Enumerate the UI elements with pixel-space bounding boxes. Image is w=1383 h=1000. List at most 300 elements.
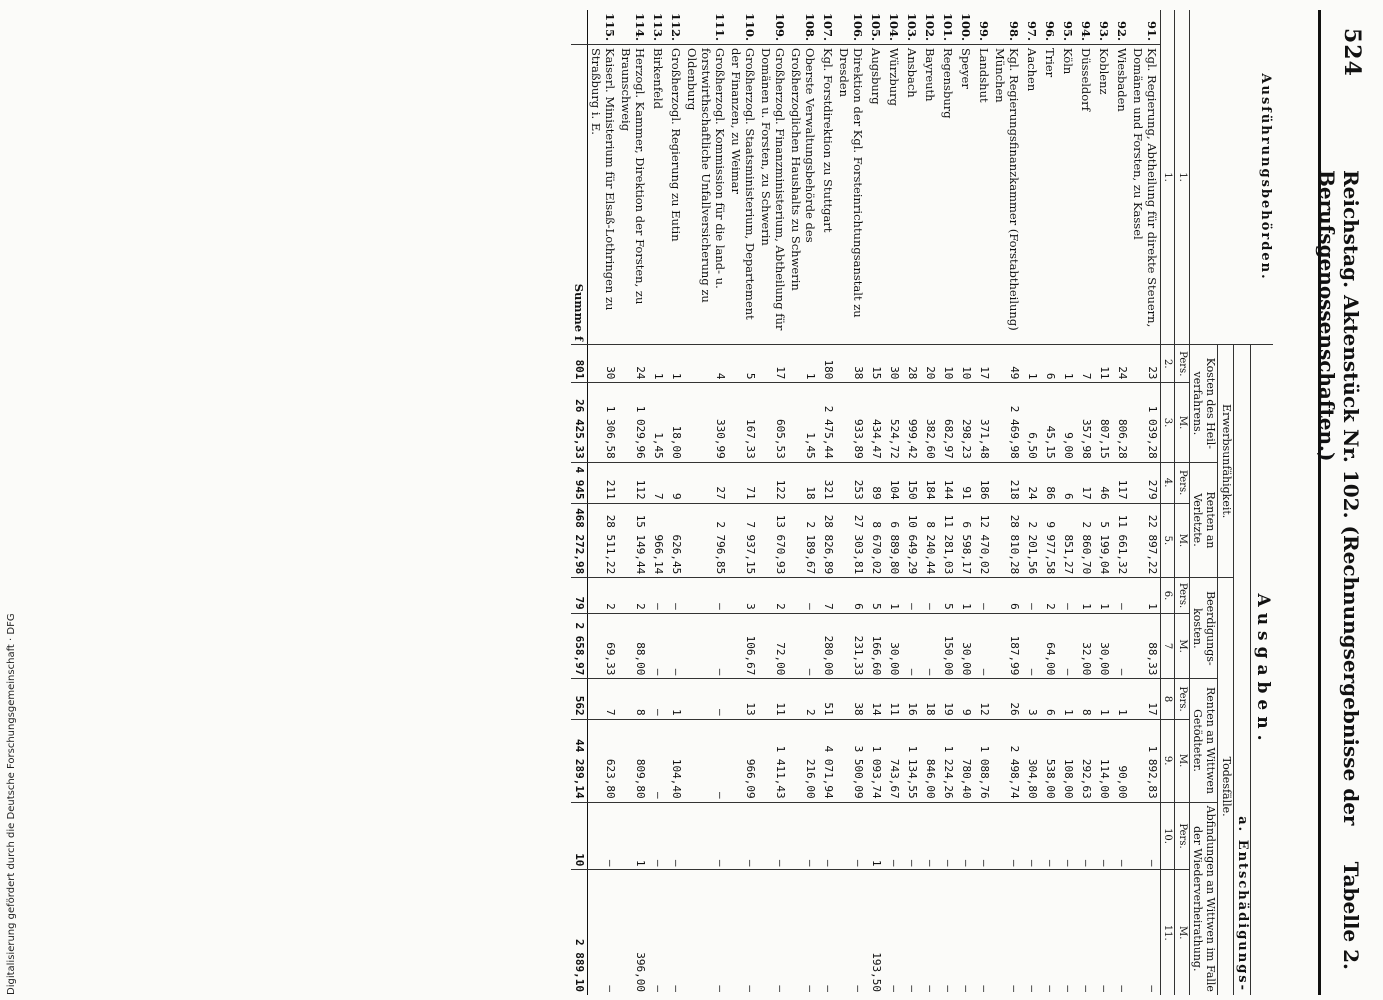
table-row: [618, 10, 648, 995]
table-cell: —: [887, 985, 901, 992]
col-num: 9.: [1160, 719, 1175, 802]
table-cell: 2 189,67: [788, 503, 818, 578]
authority-name: Bayreuth: [920, 45, 938, 345]
row-number: 102.: [920, 10, 938, 45]
table-cell: 846,00: [920, 719, 938, 802]
table-cell: 17: [974, 345, 992, 383]
table-cell: 1,45: [648, 383, 666, 462]
table-cell: 2: [1040, 578, 1058, 613]
table-cell: 6: [836, 578, 866, 613]
col-num: 2.: [1160, 345, 1175, 383]
table-cell: 7: [1076, 345, 1094, 383]
table-cell: 7: [587, 679, 618, 719]
table-cell: 15 149,44: [618, 503, 648, 578]
authority-name: Düsseldorf: [1076, 45, 1094, 345]
table-cell: 27: [684, 462, 728, 503]
table-cell: 1: [1094, 679, 1112, 719]
unit-pers: Pers.: [1175, 578, 1190, 613]
table-cell: —: [821, 985, 835, 992]
sum-cell: 44 289,14: [571, 719, 588, 802]
table-cell: —: [1058, 613, 1076, 679]
table-cell: 17: [1130, 679, 1161, 719]
row-number: 108.: [788, 10, 818, 45]
table-cell: 1: [618, 802, 648, 870]
table-cell: 1: [1058, 345, 1076, 383]
table-row: [956, 10, 974, 995]
table-cell: —: [1007, 985, 1021, 992]
authority-name: Augsburg: [866, 45, 884, 345]
sum-cell: 2 889,10: [571, 870, 588, 995]
table-cell: 9,00: [1058, 383, 1076, 462]
table-cell: 9: [956, 679, 974, 719]
table-cell: 28 826,89: [818, 503, 836, 578]
unit-mark: M.: [1175, 383, 1190, 462]
table-cell: —: [1040, 802, 1058, 870]
table-cell: —: [1112, 578, 1130, 613]
authority-name: Herzogl. Kammer, Direktion der Forsten, zu Braunschweig: [618, 45, 648, 345]
table-row: [818, 10, 836, 995]
unit-pers: Pers.: [1175, 345, 1190, 383]
table-row: [836, 10, 866, 995]
table-cell: 1 088,76: [974, 719, 992, 802]
table-cell: 1 093,74: [866, 719, 884, 802]
col-num: 7: [1160, 613, 1175, 679]
authority-name: Kgl. Regierungsfinanzkammer (Forstabtheilung) München: [992, 45, 1022, 345]
table-cell: —: [920, 613, 938, 679]
authority-name: Kgl. Forstdirektion zu Stuttgart: [818, 45, 836, 345]
table-cell: —: [651, 985, 665, 992]
table-cell: 18,00: [666, 383, 684, 462]
table-cell: 1 134,55: [902, 719, 920, 802]
table-cell: 1: [956, 578, 974, 613]
authority-name: Köln: [1058, 45, 1076, 345]
table-cell: 180: [818, 345, 836, 383]
authority-name: Großherzogl. Staatsministerium, Departement der Finanzen, zu Weimar: [728, 45, 758, 345]
table-cell: —: [1058, 578, 1076, 613]
section-subtitle: a. Entschädigungs-: [1233, 345, 1251, 995]
col-renten-verletzte: Renten an Verletzte.: [1189, 462, 1217, 578]
table-cell: 24: [1112, 345, 1130, 383]
table-cell: 3: [1022, 679, 1040, 719]
sum-cell: 2 658,97: [571, 613, 588, 679]
table-cell: —: [920, 578, 938, 613]
table-cell: 2 860,70: [1076, 503, 1094, 578]
table-cell: —: [788, 802, 818, 870]
unit-row: [1175, 10, 1190, 995]
table-cell: 371,48: [974, 383, 992, 462]
table-cell: —: [1061, 985, 1075, 992]
table-cell: 807,15: [1094, 383, 1112, 462]
row-number: 96.: [1040, 10, 1058, 45]
table-cell: 999,42: [902, 383, 920, 462]
table-cell: 216,00: [788, 719, 818, 802]
table-cell: 12 470,02: [974, 503, 992, 578]
table-cell: —: [920, 802, 938, 870]
table-cell: 2 201,56: [1022, 503, 1040, 578]
table-cell: 1: [1094, 578, 1112, 613]
row-number: 99.: [974, 10, 992, 45]
table-row: [758, 10, 788, 995]
table-cell: 38: [836, 345, 866, 383]
table-cell: 51: [818, 679, 836, 719]
table-cell: 8 670,02: [866, 503, 884, 578]
sum-cell: 10: [571, 802, 588, 870]
table-row: [866, 10, 884, 995]
row-number: 104.: [884, 10, 902, 45]
table-row: [1076, 10, 1094, 995]
sum-label: Summe f: [571, 45, 588, 345]
authority-name: Großherzogl. Kommission für die land- u. forstwirthschaftliche Unfallversicherung zu Oldenburg: [684, 45, 728, 345]
table-cell: —: [1022, 802, 1040, 870]
table-cell: 966,14: [648, 503, 666, 578]
row-number: 110.: [728, 10, 758, 45]
table-cell: 1 411,43: [758, 719, 788, 802]
table-cell: —: [1094, 802, 1112, 870]
table-cell: 6,50: [1022, 383, 1040, 462]
table-cell: 2: [618, 578, 648, 613]
table-cell: 2 796,85: [684, 503, 728, 578]
table-cell: 743,67: [884, 719, 902, 802]
table-cell: 6: [1040, 345, 1058, 383]
row-number: 91.: [1130, 10, 1161, 45]
authority-name: Trier: [1040, 45, 1058, 345]
authority-name: Großherzogl. Regierung zu Eutin: [666, 45, 684, 345]
table-cell: 184: [920, 462, 938, 503]
table-cell: —: [977, 985, 991, 992]
table-cell: 2: [758, 578, 788, 613]
digitization-note: Digitalisierung gefördert durch die Deutsche Forschungsgemeinschaft · DFG: [6, 613, 17, 995]
table-cell: 8 240,44: [920, 503, 938, 578]
table-row: [884, 10, 902, 995]
table-cell: 7: [648, 462, 666, 503]
table-cell: —: [884, 802, 902, 870]
table-cell: 231,33: [836, 613, 866, 679]
table-cell: 1: [884, 578, 902, 613]
authority-name: Kaiserl. Ministerium für Elsaß-Lothringen zu Straßburg i. E.: [587, 45, 618, 345]
table-cell: 8: [1076, 679, 1094, 719]
unit-pers: Pers.: [1175, 802, 1190, 870]
table-cell: 11: [884, 679, 902, 719]
table-cell: 1: [1022, 345, 1040, 383]
table-cell: —: [803, 985, 817, 992]
table-cell: —: [1112, 613, 1130, 679]
table-cell: —: [648, 719, 666, 802]
table-cell: 89: [866, 462, 884, 503]
table-cell: 38: [836, 679, 866, 719]
table-row: [648, 10, 666, 995]
table-cell: 14: [866, 679, 884, 719]
table-cell: 30,00: [1094, 613, 1112, 679]
table-cell: 6 889,80: [884, 503, 902, 578]
table-cell: —: [902, 613, 920, 679]
table-cell: —: [1058, 802, 1076, 870]
table-cell: —: [974, 578, 992, 613]
table-cell: 18: [920, 679, 938, 719]
table-cell: —: [1025, 985, 1039, 992]
table-cell: 19: [938, 679, 956, 719]
table-cell: 24: [1022, 462, 1040, 503]
table-cell: 71: [728, 462, 758, 503]
authority-name: Kgl. Regierung, Abtheilung für direkte Steuern, Domänen und Forsten, zu Kassel: [1130, 45, 1161, 345]
table-cell: 6: [992, 578, 1022, 613]
table-cell: 434,47: [866, 383, 884, 462]
table-cell: 106,67: [728, 613, 758, 679]
table-cell: 357,98: [1076, 383, 1094, 462]
table-cell: 11: [758, 679, 788, 719]
table-cell: 1: [666, 679, 684, 719]
table-cell: 6: [1040, 679, 1058, 719]
table-cell: —: [758, 802, 788, 870]
table-cell: —: [818, 802, 836, 870]
sum-cell: 562: [571, 679, 588, 719]
table-row: [788, 10, 818, 995]
unit-mark: M.: [1175, 503, 1190, 578]
table-cell: —: [743, 985, 757, 992]
authority-name: Großherzogl. Finanzministerium, Abtheilung für Domänen u. Forsten, zu Schwerin: [758, 45, 788, 345]
table-cell: 1: [1058, 679, 1076, 719]
table-cell: 780,40: [956, 719, 974, 802]
authority-name: Regensburg: [938, 45, 956, 345]
table-cell: 150,00: [938, 613, 956, 679]
table-row: [666, 10, 684, 995]
table-cell: 10: [956, 345, 974, 383]
table-cell: 1 224,26: [938, 719, 956, 802]
unit-mark: M.: [1175, 870, 1190, 995]
table-cell: —: [603, 985, 617, 992]
table-cell: 13 670,93: [758, 503, 788, 578]
table-cell: —: [648, 578, 666, 613]
row-number: 109.: [758, 10, 788, 45]
sum-cell: 801: [571, 345, 588, 383]
table-cell: 623,80: [587, 719, 618, 802]
table-cell: 4 071,94: [818, 719, 836, 802]
table-cell: 30,00: [956, 613, 974, 679]
table-cell: 64,00: [1040, 613, 1058, 679]
table-cell: 27 303,81: [836, 503, 866, 578]
authority-name: Speyer: [956, 45, 974, 345]
table-cell: —: [666, 802, 684, 870]
table-cell: 211: [587, 462, 618, 503]
table-cell: 218: [992, 462, 1022, 503]
col-num: 8: [1160, 679, 1175, 719]
table-cell: 5: [728, 345, 758, 383]
table-cell: 2: [587, 578, 618, 613]
sum-cell: 468 272,98: [571, 503, 588, 578]
table-cell: 1 029,96: [618, 383, 648, 462]
table-row: [684, 10, 728, 995]
column-number-row: [1160, 10, 1175, 995]
section-title: Ausgaben.: [1251, 345, 1273, 995]
row-number: 100.: [956, 10, 974, 45]
table-cell: 104: [884, 462, 902, 503]
table-cell: 108,00: [1058, 719, 1076, 802]
table-cell: 253: [836, 462, 866, 503]
table-cell: 321: [818, 462, 836, 503]
table-cell: —: [959, 985, 973, 992]
table-cell: —: [1112, 802, 1130, 870]
table-cell: 69,33: [587, 613, 618, 679]
row-number: 95.: [1058, 10, 1076, 45]
table-cell: 30,00: [884, 613, 902, 679]
expenditure-table: [571, 10, 1273, 995]
row-number: 115.: [587, 10, 618, 45]
table-cell: —: [684, 719, 728, 802]
table-cell: 280,00: [818, 613, 836, 679]
sum-row: [571, 10, 588, 995]
table-cell: 6 598,17: [956, 503, 974, 578]
table-cell: —: [902, 578, 920, 613]
table-cell: 851,27: [1058, 503, 1076, 578]
table-cell: 23: [1130, 345, 1161, 383]
table-row: [974, 10, 992, 995]
authority-name: Würzburg: [884, 45, 902, 345]
header-rule: [1318, 10, 1321, 995]
authority-name: Oberste Verwaltungsbehörde des Großherzoglichen Haushalts zu Schwerin: [788, 45, 818, 345]
table-row: [1094, 10, 1112, 995]
sum-cell: 79: [571, 578, 588, 613]
table-row: [902, 10, 920, 995]
table-row: [587, 10, 618, 995]
table-cell: 1: [866, 802, 884, 870]
sum-cell: 26 425,33: [571, 383, 588, 462]
table-cell: 167,33: [728, 383, 758, 462]
table-cell: —: [684, 578, 728, 613]
table-cell: —: [1130, 802, 1161, 870]
table-cell: 17: [758, 345, 788, 383]
table-cell: 28: [902, 345, 920, 383]
table-cell: 524,72: [884, 383, 902, 462]
table-cell: —: [923, 985, 937, 992]
row-number: 113.: [648, 10, 666, 45]
col-authorities-header: Ausführungsbehörden.: [1189, 10, 1273, 345]
table-cell: 605,53: [758, 383, 788, 462]
table-cell: 5: [866, 578, 884, 613]
col-num: 6.: [1160, 578, 1175, 613]
table-cell: —: [1079, 985, 1093, 992]
table-cell: 22 897,22: [1130, 503, 1161, 578]
col-heilverfahren: Kosten des Heil-verfahrens.: [1189, 345, 1217, 463]
sum-cell: 4 945: [571, 462, 588, 503]
table-cell: 1: [648, 345, 666, 383]
row-number: 93.: [1094, 10, 1112, 45]
col-num: 1.: [1175, 10, 1190, 345]
table-cell: 45,15: [1040, 383, 1058, 462]
table-cell: 396,00: [633, 952, 647, 992]
table-cell: 5: [938, 578, 956, 613]
table-cell: 8: [618, 679, 648, 719]
table-cell: 806,28: [1112, 383, 1130, 462]
col-num: 4.: [1160, 462, 1175, 503]
table-cell: 114,00: [1094, 719, 1112, 802]
unit-mark: M.: [1175, 613, 1190, 679]
table-row: [938, 10, 956, 995]
unit-pers: Pers.: [1175, 679, 1190, 719]
table-cell: 5 199,04: [1094, 503, 1112, 578]
table-cell: —: [684, 679, 728, 719]
table-cell: 7 937,15: [728, 503, 758, 578]
row-number: 107.: [818, 10, 836, 45]
table-cell: 16: [902, 679, 920, 719]
table-cell: 104,40: [666, 719, 684, 802]
table-cell: 1: [666, 345, 684, 383]
table-cell: —: [1022, 578, 1040, 613]
table-cell: 49: [992, 345, 1022, 383]
row-number: 103.: [902, 10, 920, 45]
table-cell: 32,00: [1076, 613, 1094, 679]
table-cell: 2 498,74: [992, 719, 1022, 802]
table-cell: 186: [974, 462, 992, 503]
table-row: [992, 10, 1022, 995]
table-cell: 1 892,83: [1130, 719, 1161, 802]
table-cell: —: [1097, 985, 1111, 992]
table-cell: 1 306,58: [587, 383, 618, 462]
table-cell: 330,99: [684, 383, 728, 462]
table-cell: —: [1115, 985, 1129, 992]
table-cell: —: [938, 802, 956, 870]
table-cell: 88,33: [1130, 613, 1161, 679]
table-cell: —: [1043, 985, 1057, 992]
table-cell: 28 810,28: [992, 503, 1022, 578]
table-cell: 1: [1130, 578, 1161, 613]
table-cell: 30: [884, 345, 902, 383]
authority-name: Landshut: [974, 45, 992, 345]
table-cell: 122: [758, 462, 788, 503]
table-cell: 966,09: [728, 719, 758, 802]
table-cell: 2 475,44: [818, 383, 836, 462]
table-cell: 3 500,09: [836, 719, 866, 802]
table-cell: —: [788, 613, 818, 679]
page-header: [1313, 0, 1383, 1000]
table-label: Tabelle 2.: [1339, 861, 1363, 970]
table-cell: —: [669, 985, 683, 992]
row-number: 114.: [618, 10, 648, 45]
table-cell: 2: [788, 679, 818, 719]
table-cell: 11: [1094, 345, 1112, 383]
table-cell: —: [851, 985, 865, 992]
table-cell: 382,60: [920, 383, 938, 462]
table-cell: 7: [818, 578, 836, 613]
table-cell: —: [956, 802, 974, 870]
row-number: 97.: [1022, 10, 1040, 45]
col-num: 10.: [1160, 802, 1175, 870]
table-cell: 809,80: [618, 719, 648, 802]
table-cell: 10 649,29: [902, 503, 920, 578]
table-cell: 144: [938, 462, 956, 503]
table-cell: 112: [618, 462, 648, 503]
table-cell: —: [587, 802, 618, 870]
col-num: 11.: [1160, 870, 1175, 995]
table-cell: 279: [1130, 462, 1161, 503]
table-cell: 6: [1058, 462, 1076, 503]
table-cell: 1: [788, 345, 818, 383]
table-cell: 187,99: [992, 613, 1022, 679]
table-cell: —: [941, 985, 955, 992]
table-cell: 4: [684, 345, 728, 383]
table-cell: —: [773, 985, 787, 992]
table-cell: 18: [788, 462, 818, 503]
table-cell: 1 039,28: [1130, 383, 1161, 462]
row-number: 112.: [666, 10, 684, 45]
table-cell: 13: [728, 679, 758, 719]
table-cell: 9 977,58: [1040, 503, 1058, 578]
table-cell: 538,00: [1040, 719, 1058, 802]
table-cell: 298,23: [956, 383, 974, 462]
table-cell: —: [648, 613, 666, 679]
table-cell: 10: [938, 345, 956, 383]
table-cell: 90,00: [1112, 719, 1130, 802]
row-number: 94.: [1076, 10, 1094, 45]
table-cell: —: [666, 578, 684, 613]
